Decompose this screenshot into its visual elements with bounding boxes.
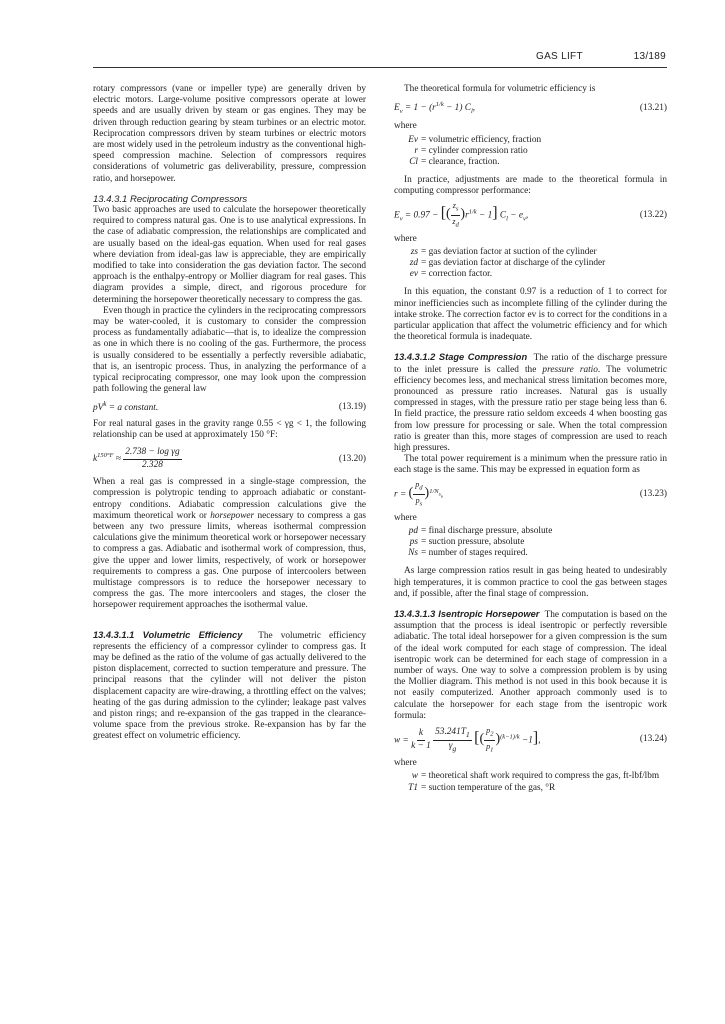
definition: Cl = clearance, fraction. [409, 156, 500, 167]
eq-numerator: 2.738 − log γg [123, 447, 181, 459]
definition-list [402, 771, 667, 793]
definition: pd = final discharge pressure, absolute [408, 525, 553, 536]
equation-13-24: w = $\frac{k}{k - 1}$ $\frac{53.241T_1}{\gamma_g}$ [( $\frac{p_2}{p_1}$ )$^{(k-1)/k}$ −1], (13.24) [394, 725, 667, 754]
section-heading: 13.4.3.1.3 Isentropic Horsepower [394, 609, 540, 620]
equation-number: (13.20) [338, 453, 366, 464]
equation-number: (13.24) [639, 734, 667, 745]
section-heading: 13.4.3.1.1 Volumetric Efficiency [93, 629, 243, 640]
paragraph: 13.4.3.1.3 Isentropic Horsepower The computation is based on the assumption that the process is ideal isentropic or perfectly reversible adiabatic. The total ideal horsepower for a given compression is the sum of the ideal work computed for each stage of compression. The ideal isentropic work can be determined for each stage of compression in a number of ways. One way to solve a compression problem is by using the Mollier diagram. This method is not used in this book because it is not easily computerized. Another approach commonly used is to calculate the horsepower for each stage from the isentropic work formula: [394, 609, 667, 721]
where-label: where [394, 233, 417, 244]
definition: zs = gas deviation factor at suction of the cylinder [410, 246, 597, 257]
eq-denominator: 2.328 [141, 459, 163, 470]
running-title: GAS LIFT [536, 51, 583, 62]
paragraph: When a real gas is compressed in a single-stage compression, the compression is polytropic tending to approach adiabatic or constant-entropy conditions. Adiabatic compression calculations give the maximum theoretical work or horsepower necessary to compress a gas between any two pressure limits, whereas isothermal compression calculations give the minimum theoretical work or horsepower necessary to compress a gas. Adiabatic and isothermal work of compression, thus, give the upper and lower limits, respectively, of work or horsepower requirements to compress a gas. One purpose of intercoolers between multistage compressors is to reduce the horsepower necessary to compress the gas. The more intercoolers and stages, the closer the horsepower requirement approaches the isothermal value. [93, 477, 366, 611]
page-number: 13/189 [633, 51, 666, 62]
section-heading: 13.4.3.1 Reciprocating Compressors [93, 193, 248, 205]
equation-number: (13.19) [338, 401, 366, 412]
where-label: where [394, 758, 417, 769]
equation-13-20: $k^{150^\circ F}$ ≈ $\frac{\text{2.738 − log γg}}{2.328}$ (13.20) [93, 447, 366, 470]
definition: r = cylinder compression ratio [414, 145, 528, 156]
definition: Ns = number of stages required. [408, 548, 528, 559]
equation-number: (13.23) [639, 489, 667, 500]
paragraph: 13.4.3.1.2 Stage Compression The ratio of the discharge pressure to the inlet pressure is called the pressure ratio. The volumetric efficiency becomes less, and mechanical stress limitation becomes more, pronounced as pressure ratio increases. Natural gas is usually compressed in stages, with the pressure ratio per stage being less than 6. In field practice, the pressure ratio seldom exceeds 4 when boosting gas from low pressure for processing or sale. When the total compression ratio is greater than this, more stages of compression are used to reach high pressures. [394, 352, 668, 454]
running-header [536, 51, 666, 65]
left-column [93, 84, 366, 743]
paragraph: The theoretical formula for volumetric efficiency is [404, 84, 596, 94]
equation-13-21: $E_v = 1 - (r^{1/k} - 1)$ $C_l$, (13.21) [394, 101, 667, 116]
definition-list [402, 247, 667, 281]
section-heading: 13.4.3.1.2 Stage Compression [394, 352, 528, 363]
definition-list [402, 526, 667, 560]
paragraph: As large compression ratios result in gas being heated to undesirably high temperatures, it is common practice to cool the gas between stages and, if possible, after the final stage of compression. [394, 566, 667, 599]
paragraph: 13.4.3.1.1 Volumetric Efficiency The volumetric efficiency represents the efficiency of a compressor cylinder to compress gas. It may be defined as the ratio of the volume of gas actually delivered to the piston displacement, corrected to suction temperature and pressure. The principal reasons that the cylinder will not deliver the piston displacement capacity are wire-drawing, a throttling effect on the valves; heating of the gas during admission to the cylinder; leakage past valves and piston rings; and re-expansion of the gas trapped in the clearance-volume space from the previous stroke. Re-expansion has by far the greatest effect on volumetric efficiency. [93, 629, 366, 742]
equation-13-19: $pV^k = a$ constant. (13.19) [93, 400, 366, 414]
right-column [394, 84, 667, 796]
definition: T1 = suction temperature of the gas, °R [408, 782, 556, 793]
header-rule [93, 67, 667, 68]
paragraph: rotary compressors (vane or impeller type) are generally driven by electric motors. Large-volume positive compressors operate at lower speeds and are usually driven by steam or gas engines. They may be driven through reduction gearing by steam turbines or an electric motor. Reciprocation compressors driven by steam turbines or electric motors are most widely used in the petroleum industry as the conventional high-speed compression machine. Selection of compressors requires considerations of volumetric gas deliverability, pressure, compression ratio, and horsepower. [93, 84, 366, 184]
equation-13-23: r = ( $\frac{p_d}{p_s}$ )$^{1/N_s}$, (13.23) [394, 480, 667, 508]
paragraph: Two basic approaches are used to calculate the horsepower theoretically required to compress natural gas. One is to use analytical expressions. In the case of adiabatic compression, the relationships are complicated and are usually based on the ideal-gas equation. When used for real gases where deviation from ideal-gas law is appreciable, they are empirically modified to take into consideration the gas deviation factor. The second approach is the enthalpy-entropy or Mollier diagram for real gases. This diagram provides a simple, direct, and rigorous procedure for determining the horsepower theoretically necessary to compress the gas. [93, 205, 366, 305]
equation-13-22: $E_v = 0.97$ − [( $\frac{z_s}{z_d}$ )$r^{1/k} - 1$] $C_l - e_v$, (13.22) [394, 201, 667, 229]
definition: w = theoretical shaft work required to compress the gas, ft-lbf/lbm [411, 771, 660, 782]
definition-list [402, 135, 667, 169]
definition: ev = correction factor. [409, 269, 493, 280]
paragraph: For real natural gases in the gravity range 0.55 < γg < 1, the following relationship can be used at approximately 150 °F: [93, 418, 366, 440]
equation-number: (13.22) [639, 209, 667, 220]
definition: ps = suction pressure, absolute [409, 537, 525, 548]
paragraph: In practice, adjustments are made to the theoretical formula in computing compressor performance: [394, 175, 667, 197]
equation-number: (13.21) [639, 102, 667, 113]
paragraph: The total power requirement is a minimum when the pressure ratio in each stage is the same. This may be expressed in equation form as [394, 454, 667, 476]
definition: zd = gas deviation factor at discharge of the cylinder [409, 257, 606, 268]
paragraph: Even though in practice the cylinders in the reciprocating compressors may be water-cooled, it is customary to consider the compression process as fundamentally adiabatic—that is, to idealize the compression as one in which there is no cooling of the gas. Furthermore, the process is usually considered to be essentially a perfectly reversible adiabatic, that is, an isentropic process. Thus, in analyzing the performance of a typical reciprocating compressor, one may look upon the compression path following the general law [93, 305, 366, 395]
where-label: where [394, 121, 417, 132]
where-label: where [394, 512, 417, 523]
paragraph: In this equation, the constant 0.97 is a reduction of 1 to correct for minor inefficiencies such as incomplete filling of the cylinder during the intake stroke. The correction factor ev is to correct for the conditions in a particular application that affect the volumetric efficiency and for which the theoretical formula is inadequate. [394, 287, 667, 343]
definition: Ev = volumetric efficiency, fraction [408, 134, 542, 145]
